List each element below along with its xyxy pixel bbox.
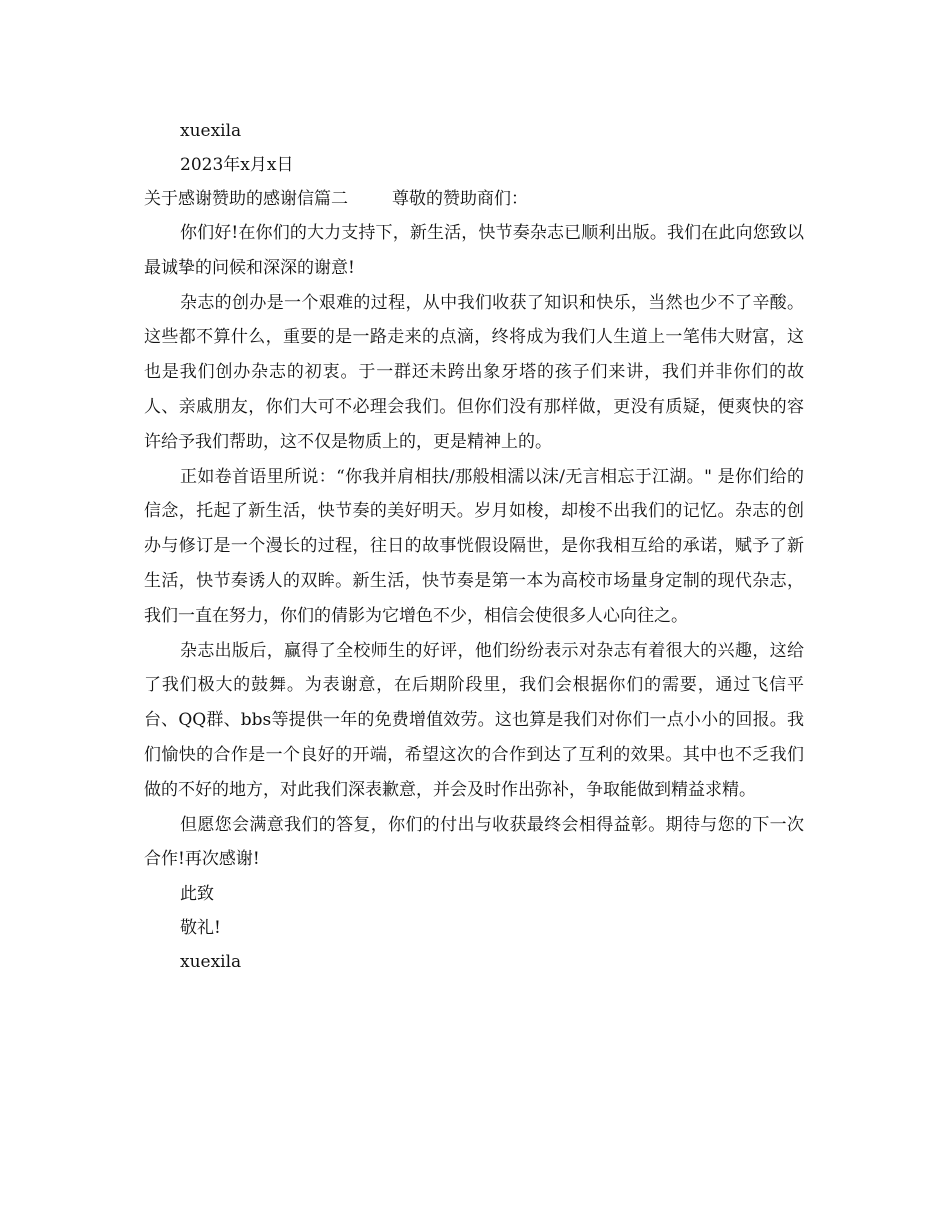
signature-top: xuexila: [180, 121, 242, 141]
paragraph-preface-quote: 正如卷首语里所说：“你我并肩相扶/那般相濡以沫/无言相忘于江湖。" 是你们给的信念，托起了新生活，快节奏的美好明天。岁月如梭，却梭不出我们的记忆。杂志的创办与修订是一个漫长的过程，往日的故事恍假设隔世，是你我相互给的承诺，赋予了新生活，快节奏诱人的双眸。新生活，快节奏是第一本为高校市场量身定制的现代杂志，我们一直在努力，你们的倩影为它增色不少，相信会使很多人心向往之。: [144, 466, 804, 626]
section-heading-line: [144, 182, 804, 216]
paragraph-closing-wish: 但愿您会满意我们的答复，你们的付出与收获最终会相得益彰。期待与您的下一次合作!再次感谢!: [144, 814, 804, 870]
letter-date: 2023年x月x日: [180, 155, 294, 175]
paragraph-greeting: 你们好!在你们的大力支持下，新生活，快节奏杂志已顺利出版。我们在此向您致以最诚挚的问候和深深的谢意!: [144, 223, 804, 278]
salutation: 尊敬的赞助商们：: [392, 189, 528, 209]
closing-jing-li: 敬礼!: [180, 918, 221, 939]
section-title: 关于感谢赞助的感谢信篇二: [144, 189, 348, 209]
paragraph-after-publication: 杂志出版后，赢得了全校师生的好评，他们纷纷表示对杂志有着很大的兴趣，这给了我们极大的鼓舞。为表谢意，在后期阶段里，我们会根据你们的需要，通过飞信平台、QQ群、bbs等提供一年的免费增值效劳。这也算是我们对你们一点小小的回报。我们愉快的合作是一个良好的开端，希望这次的合作到达了互利的效果。其中也不乏我们做的不好的地方，对此我们深表歉意，并会及时作出弥补，争取能做到精益求精。: [144, 640, 804, 800]
signature-bottom: xuexila: [180, 952, 242, 973]
paragraph-founding: 杂志的创办是一个艰难的过程，从中我们收获了知识和快乐，当然也少不了辛酸。这些都不算什么，重要的是一路走来的点滴，终将成为我们人生道上一笔伟大财富，这也是我们创办杂志的初衷。于一群还未跨出象牙塔的孩子们来讲，我们并非你们的故人、亲戚朋友，你们大可不必理会我们。但你们没有那样做，更没有质疑，便爽快的容许给予我们帮助，这不仅是物质上的，更是精神上的。: [144, 292, 804, 452]
closing-ci-zhi: 此致: [180, 884, 214, 905]
letter-body: [144, 114, 804, 979]
